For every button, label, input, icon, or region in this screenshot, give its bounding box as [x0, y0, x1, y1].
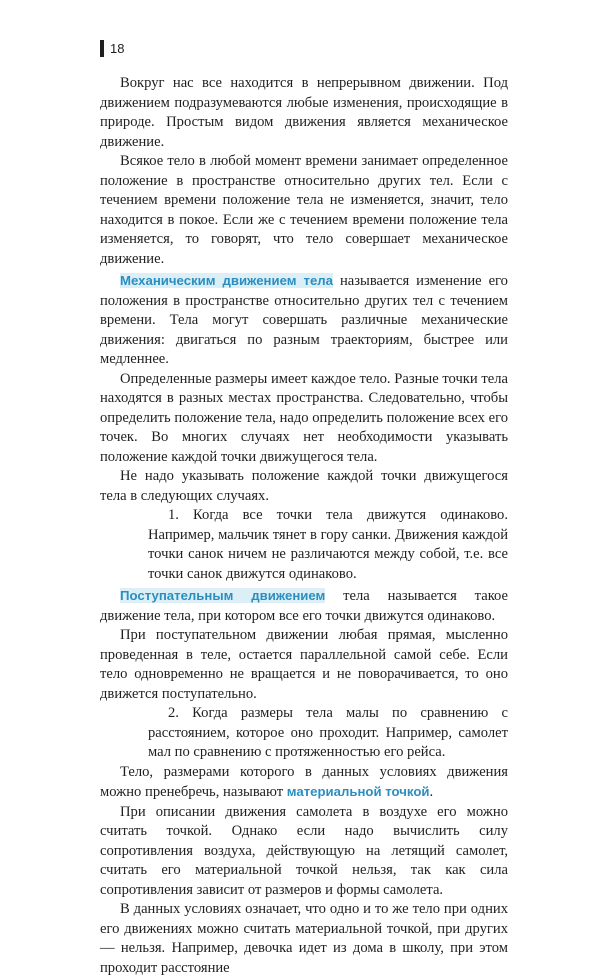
page-number: 18	[110, 40, 125, 56]
paragraph: При поступательном движении любая прямая, мысленно проведенная в теле, остается параллельной самой себе. Если тело одновременно не вращается и не поворачивается, то оно движется поступательно.	[100, 627, 508, 702]
paragraph: В данных условиях означает, что одно и то же тело при одних его движениях можно считать материальной точкой, при других — нельзя. Например, девочка идет из дома в школу, при этом проходит расстояние	[100, 901, 508, 976]
term-material-point: материальной точкой	[286, 784, 430, 799]
paragraph: При описании движения самолета в воздухе его можно считать точкой. Однако если надо вычислить силу сопротивления воздуха, действующую на летящий самолет, считать его материальной точкой нельзя, так как сила сопротивления зависит от размеров и формы самолета.	[100, 803, 508, 898]
paragraph-text-end: .	[429, 784, 434, 800]
term-translational-motion: Поступательным движением	[120, 588, 326, 603]
term-mechanical-motion: Механическим движением тела	[120, 273, 334, 288]
paragraph-text: Тело, размерами которого в данных условиях движения можно пренебречь, называют	[100, 763, 508, 800]
paragraph-definition	[100, 763, 508, 803]
list-item-1: 1. Когда все точки тела движутся одинаково. Например, мальчик тянет в гору санки. Движения каждой точки санок ничем не различаются между собой, т.е. все точки санок движутся одинаково.	[148, 507, 508, 582]
header-bar-mark	[100, 40, 104, 57]
list-item-2: 2. Когда размеры тела малы по сравнению с расстоянием, которое оно проходит. Например, самолет мал по сравнению с протяженностью его рейса.	[148, 705, 508, 760]
paragraph: Всякое тело в любой момент времени занимает определенное положение в пространстве относительно других тел. Если с течением времени положение тела не изменяется, значит, тело находится в покое. Если же с течением времени положение тела изменяется, то говорят, что тело совершает механическое движение.	[100, 153, 508, 267]
page-header	[100, 38, 124, 58]
paragraph-definition	[100, 586, 508, 626]
paragraph-text: тела называется такое движение тела, при котором все его точки движутся одинаково.	[100, 588, 509, 624]
paragraph-text: называется изменение его положения в пространстве относительно других тел с течением времени. Тела могут совершать различные механические движения: двигаться по разным траекториям, быстрее или медленнее.	[100, 273, 508, 367]
page-body	[100, 74, 508, 978]
paragraph: Вокруг нас все находится в непрерывном движении. Под движением подразумеваются любые изменения, происходящие в природе. Простым видом движения является механическое движение.	[100, 75, 508, 150]
paragraph-definition	[100, 271, 508, 370]
paragraph: Не надо указывать положение каждой точки движущегося тела в следующих случаях.	[100, 468, 508, 504]
paragraph: Определенные размеры имеет каждое тело. Разные точки тела находятся в разных местах пространства. Следовательно, чтобы определить положение тела, надо определить положение всех его точек. Во многих случаях нет необходимости указывать положение каждой точки движущегося тела.	[100, 370, 508, 465]
